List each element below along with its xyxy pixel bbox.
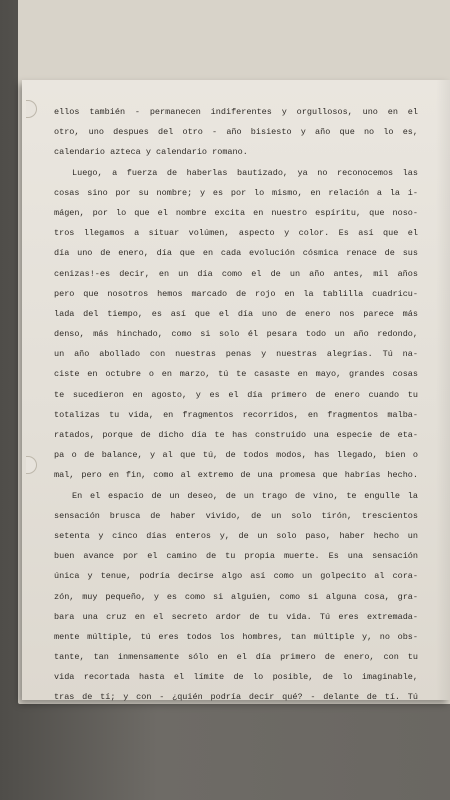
text-line: ciste en octubre o en marzo, tú te casaste en mayo, grandes cosas [54, 369, 418, 380]
text-line: sensación brusca de haber vivido, de un solo tirón, trescientos [54, 510, 418, 521]
text-line: bara una cruz en el secreto ardor de tu vida. Tú eres extremada- [54, 611, 418, 622]
text-line: vida recortada hasta el límite de lo posible, de lo imaginable, [54, 672, 418, 683]
text-line: cenizas!-es decir, en un día como el de un año antes, mil años [54, 268, 418, 279]
text-line: zón, muy pequeño, y es como si alguien, como si alguna cosa, gra- [54, 591, 418, 602]
text-line: tros llegamos a situar volúmen, aspecto y color. Es así que el [54, 228, 418, 239]
typewritten-page [22, 80, 450, 703]
text-line: tras de tí; y con - ¿quién podría decir qué? - delante de tí. Tú [54, 692, 418, 703]
text-line: un año abollado con nuestras penas y nuestras alegrías. Tú na- [54, 349, 418, 360]
text-line: día uno de enero, día que en cada evolución cósmica renace de sus [54, 248, 418, 259]
text-line: mal, pero en fin, como al extremo de una promesa que habrías hecho. [54, 470, 418, 481]
text-line: tante, tan inmensamente sólo en el día primero de enero, con tu [54, 652, 418, 663]
text-line: buen avance por el camino de tu propia muerte. Es una sensación [54, 551, 418, 562]
text-line: pa o de balance, y al que tú, de todos modos, has llegado, bien o [54, 450, 418, 461]
text-line: mente múltiple, tú eres todos los hombres, tan múltiple y, no obs- [54, 631, 418, 642]
text-line: totalizas tu vida, en fragmentos recorridos, en fragmentos malba- [54, 409, 418, 420]
text-line: ratados, porque de dicho día te has construido una especie de eta- [54, 430, 418, 440]
text-line: mágen, por lo que el nombre excita en nuestro espíritu, que noso- [54, 207, 418, 218]
text-line: pero que nosotros hemos marcado de rojo en la tablilla cuadricu- [54, 288, 418, 299]
text-line: denso, más hinchado, como si solo él pesara todo un año redondo, [54, 329, 418, 340]
text-line: En el espacio de un deseo, de un trago de vino, te engulle la [72, 490, 418, 501]
punch-hole [26, 456, 37, 474]
text-line: setenta y cinco días enteros y, de un solo paso, haber hecho un [54, 530, 418, 541]
text-line: cosas sino por su nombre; y es por lo mismo, en relación a la i- [54, 187, 418, 198]
text-line: te sucedieron en agosto, y es el día primero de enero cuando tu [54, 389, 418, 400]
text-line: otro, uno despues del otro - año bisiesto y año que no lo es, [54, 127, 418, 138]
text-line: Luego, a fuerza de haberlas bautizado, ya no reconocemos las [72, 167, 418, 178]
text-line: lada del tiempo, es así que el día uno de enero nos parece más [54, 308, 418, 319]
text-line: ellos también - permanecen indiferentes y orgullosos, uno en el [54, 107, 418, 117]
text-line: única y tenue, podría decirse algo así como un golpecito al cora- [54, 571, 418, 582]
page-body [54, 102, 418, 708]
text-line: calendario azteca y calendario romano. [54, 147, 248, 158]
punch-hole [26, 100, 37, 118]
